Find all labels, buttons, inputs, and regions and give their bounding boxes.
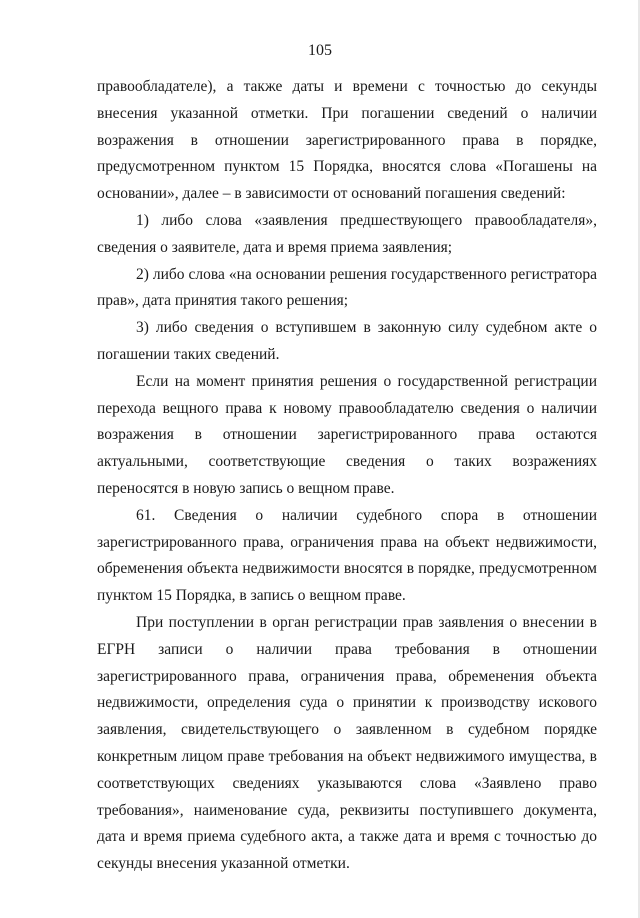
paragraph-continuation: правообладателе), а также даты и времени с точностью до секунды внесения указанной отметки. При погашении сведений о наличии возражения в отношении зарегистрированного права в порядке, предусмотренном пунктом 15 Порядка, вносятся слова «Погашены на основании», далее – в зависимости от оснований погашения сведений: [97,78,597,203]
paragraph-claim-right: При поступлении в орган регистрации прав заявления о внесении в ЕГРН записи о наличии права требования в отношении зарегистрированного права, ограничения права, обременения объекта недвижимости, определения суда о принятии к производству искового заявления, свидетельствующего о заявленном в судебном порядке конкретным лицом праве требования на объект недвижимого имущества, в соответствующих сведениях указываются слова «Заявлено право требования», наименование суда, реквизиты поступившего документа, дата и время приема судебного акта, а также дата и время с точностью до секунды внесения указанной отметки. [97,613,597,873]
page-number: 105 [308,42,332,59]
paragraph-list-item-3: 3) либо сведения о вступившем в законную силу судебном акте о погашении таких сведений. [97,319,597,363]
paragraph-transfer-note: Если на момент принятия решения о государственной регистрации перехода вещного права к новому правообладателю сведения о наличии возражения в отношении зарегистрированного права остаются актуальными, соответствующие сведения о таких возражениях переносятся в новую запись о вещном праве. [97,372,597,497]
document-body [97,74,597,878]
paragraph-list-item-1: 1) либо слова «заявления предшествующего правообладателя», сведения о заявителе, дата и время приема заявления; [97,211,597,256]
paragraph-clause-61: 61. Сведения о наличии судебного спора в отношении зарегистрированного права, ограничения права на объект недвижимости, обременения объекта недвижимости вносятся в порядке, предусмотренном пунктом 15 Порядка, в запись о вещном праве. [97,506,597,605]
paragraph-list-item-2: 2) либо слова «на основании решения государственного регистратора прав», дата принятия такого решения; [97,265,597,310]
